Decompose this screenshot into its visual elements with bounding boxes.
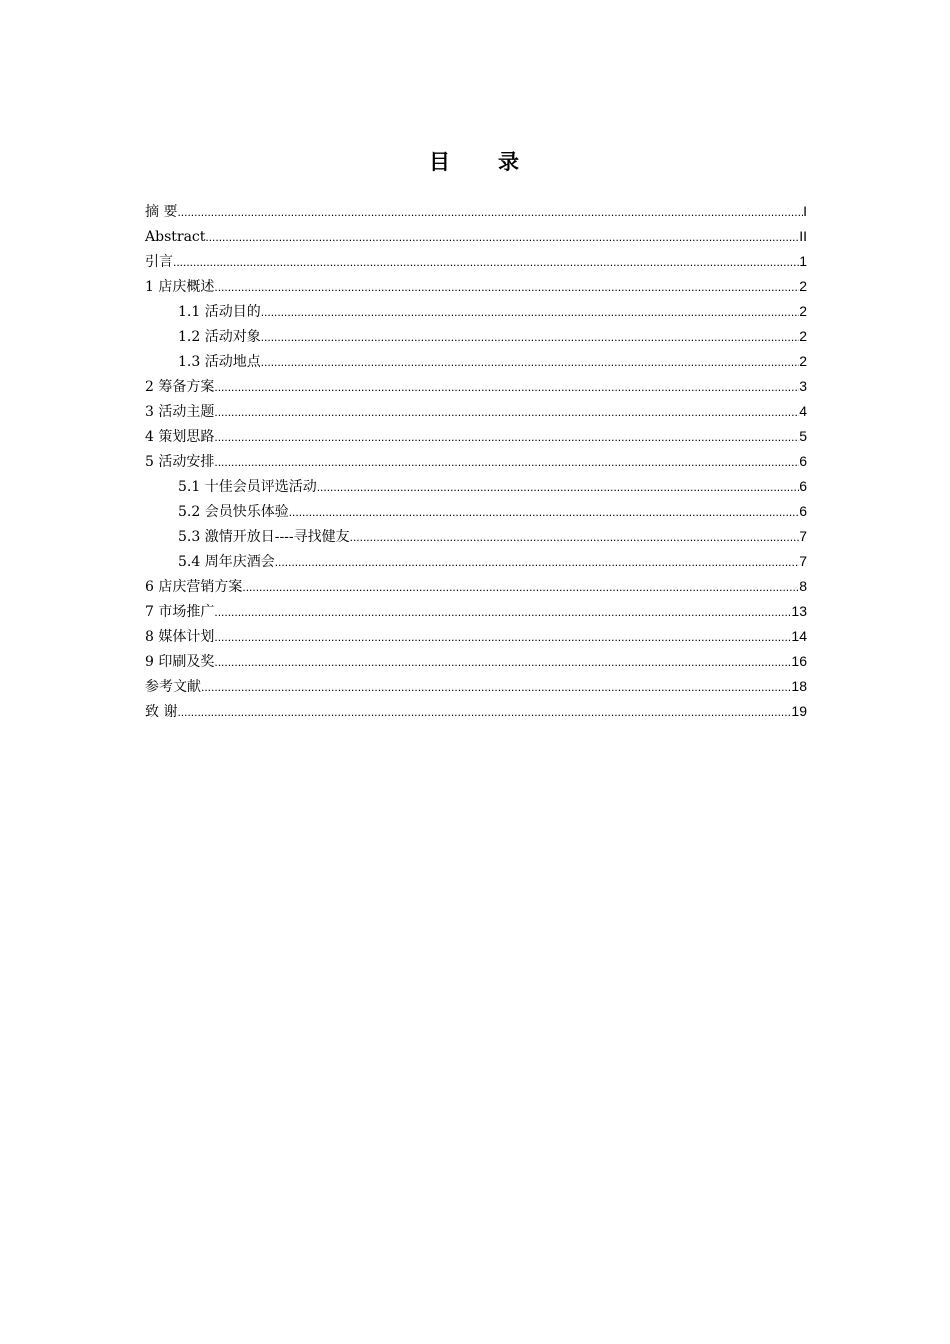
toc-entry-label: 2 筹备方案 [145,379,215,395]
toc-dot-leader [261,350,799,375]
toc-dot-leader [214,375,799,400]
toc-entry-label: 1.2 活动对象 [178,329,261,345]
toc-dot-leader [214,450,799,475]
toc-dot-leader [261,300,799,325]
toc-entry-label: 5.2 会员快乐体验 [178,504,289,520]
toc-entry[interactable] [145,349,807,374]
table-of-contents [145,199,807,724]
toc-dot-leader [214,625,791,650]
toc-entry-label: Abstract [145,229,206,245]
toc-entry-label: 6 店庆营销方案 [145,579,243,595]
toc-entry-page-number: 6 [799,503,807,519]
toc-entry[interactable] [145,449,807,474]
toc-dot-leader [173,250,799,275]
toc-entry[interactable] [145,474,807,499]
toc-entry[interactable] [145,699,807,724]
toc-entry-page-number: 8 [799,578,807,594]
toc-dot-leader [214,600,791,625]
toc-entry-label: 3 活动主题 [145,404,215,420]
toc-dot-leader [214,425,799,450]
toc-dot-leader [214,400,799,425]
toc-dot-leader [350,525,800,550]
toc-entry-page-number: 1 [799,253,807,269]
toc-entry-label: 5.4 周年庆酒会 [178,554,275,570]
toc-entry-page-number: 6 [799,453,807,469]
toc-entry[interactable] [145,299,807,324]
toc-entry-label: 摘 要 [145,204,178,220]
toc-entry[interactable] [145,199,807,224]
toc-entry[interactable] [145,324,807,349]
toc-entry-page-number: 3 [799,378,807,394]
toc-entry[interactable] [145,624,807,649]
toc-entry-page-number: 2 [799,303,807,319]
toc-entry-page-number: 4 [799,403,807,419]
toc-entry[interactable] [145,249,807,274]
toc-entry[interactable] [145,574,807,599]
toc-dot-leader [317,475,799,500]
toc-entry[interactable] [145,399,807,424]
toc-dot-leader [242,575,799,600]
toc-entry-page-number: 5 [799,428,807,444]
toc-dot-leader [201,675,791,700]
toc-entry-label: 参考文献 [145,679,201,695]
toc-entry-label: 7 市场推广 [145,604,215,620]
toc-dot-leader [275,550,799,575]
toc-entry-page-number: 18 [791,678,807,694]
toc-entry[interactable] [145,499,807,524]
toc-entry-label: 致 谢 [145,704,178,720]
toc-dot-leader [177,700,791,725]
toc-entry-label: 1 店庆概述 [145,279,215,295]
toc-entry-page-number: 14 [791,628,807,644]
toc-entry-page-number: 2 [799,278,807,294]
toc-entry[interactable] [145,424,807,449]
toc-entry-label: 1.1 活动目的 [178,304,261,320]
toc-entry[interactable] [145,224,807,249]
toc-entry[interactable] [145,274,807,299]
toc-entry-label: 5.3 激情开放日----寻找健友 [178,529,350,545]
toc-entry[interactable] [145,649,807,674]
toc-entry-label: 9 印刷及奖 [145,654,215,670]
toc-title: 目 录 [429,150,521,174]
toc-entry-label: 1.3 活动地点 [178,354,261,370]
toc-entry-page-number: II [799,228,807,244]
toc-dot-leader [205,225,799,250]
toc-entry-label: 8 媒体计划 [145,629,215,645]
toc-entry-page-number: 2 [799,328,807,344]
toc-dot-leader [261,325,799,350]
toc-entry[interactable] [145,374,807,399]
toc-entry-label: 引言 [145,254,173,270]
toc-entry-page-number: 6 [799,478,807,494]
toc-entry-page-number: 19 [791,703,807,719]
toc-entry-label: 5 活动安排 [145,454,215,470]
toc-entry-page-number: 2 [799,353,807,369]
toc-dot-leader [177,200,803,225]
toc-dot-leader [289,500,799,525]
toc-entry[interactable] [145,549,807,574]
toc-entry-page-number: 16 [791,653,807,669]
toc-entry-label: 5.1 十佳会员评选活动 [178,479,317,495]
toc-entry-page-number: 7 [799,528,807,544]
toc-entry[interactable] [145,674,807,699]
toc-entry[interactable] [145,524,807,549]
toc-entry-label: 4 策划思路 [145,429,215,445]
toc-dot-leader [214,650,791,675]
toc-entry-page-number: 7 [799,553,807,569]
toc-entry[interactable] [145,599,807,624]
toc-entry-page-number: 13 [791,603,807,619]
toc-entry-page-number: I [803,203,807,219]
toc-dot-leader [214,275,799,300]
